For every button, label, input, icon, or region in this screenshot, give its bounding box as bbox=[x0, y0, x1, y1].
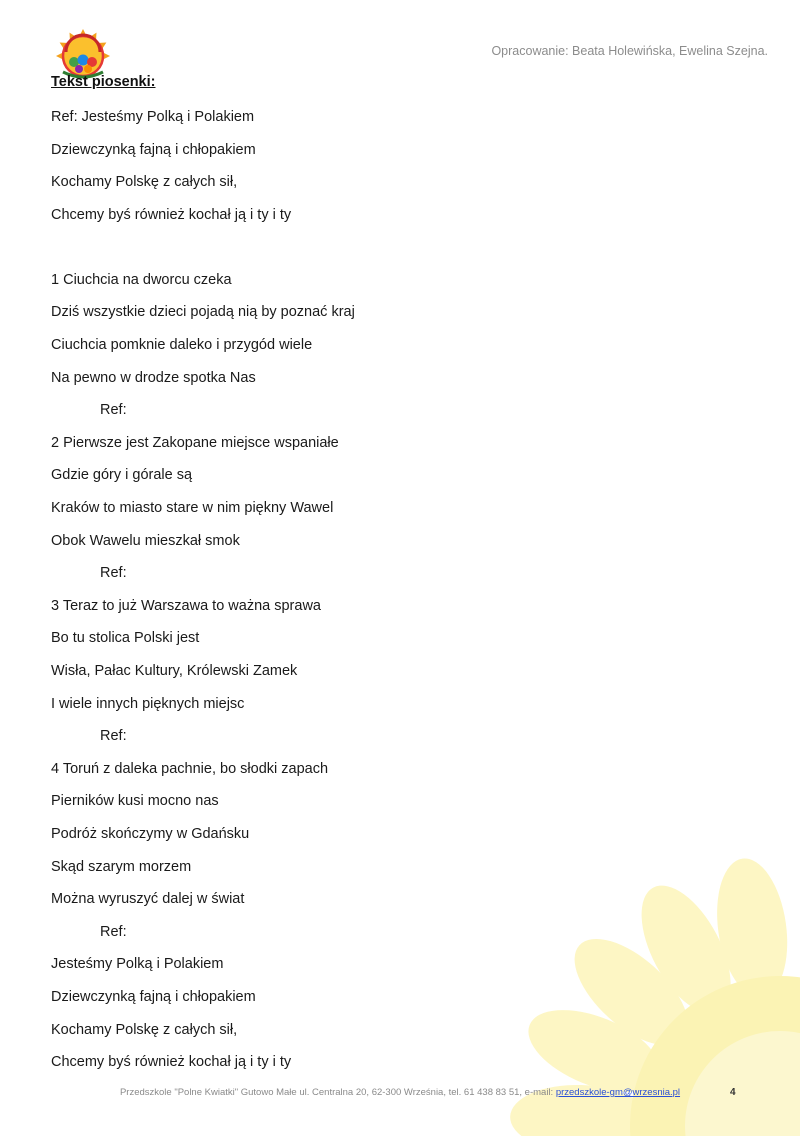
lyric-line: 3 Teraz to już Warszawa to ważna sprawa bbox=[51, 598, 321, 614]
lyric-line: Bo tu stolica Polski jest bbox=[51, 630, 200, 646]
lyric-line: Podróż skończymy w Gdańsku bbox=[51, 826, 250, 842]
lyric-line: Dziewczynką fajną i chłopakiem bbox=[51, 989, 256, 1005]
page-number: 4 bbox=[730, 1087, 736, 1098]
lyric-line: Chcemy byś również kochał ją i ty i ty bbox=[51, 1054, 292, 1070]
lyric-line: Pierników kusi mocno nas bbox=[51, 793, 219, 809]
lyric-line: Na pewno w drodze spotka Nas bbox=[51, 370, 256, 386]
footer-email-link[interactable]: przedszkole-gm@wrzesnia.pl bbox=[555, 1087, 681, 1098]
document-author: Opracowanie: Beata Holewińska, Ewelina Szejna. bbox=[491, 44, 768, 58]
lyric-line: Chcemy byś również kochał ją i ty i ty bbox=[51, 207, 292, 223]
lyric-line: Dziewczynką fajną i chłopakiem bbox=[51, 142, 256, 158]
refrain-marker: Ref: bbox=[100, 924, 127, 940]
refrain-marker: Ref: bbox=[100, 565, 127, 581]
lyric-line: Kochamy Polskę z całych sił, bbox=[51, 174, 238, 190]
lyric-line: Gdzie góry i górale są bbox=[51, 467, 193, 483]
lyric-line: I wiele innych pięknych miejsc bbox=[51, 696, 245, 712]
lyric-line: Skąd szarym morzem bbox=[51, 859, 192, 875]
lyric-line: Można wyruszyć dalej w świat bbox=[51, 891, 245, 907]
refrain-marker: Ref: bbox=[100, 728, 127, 744]
footer-address-text: Przedszkole "Polne Kwiatki" Gutowo Małe ul. Centralna 20, 62-300 Września, tel. 61 438 83 51, e-mail: bbox=[119, 1087, 554, 1098]
lyric-line: Jesteśmy Polką i Polakiem bbox=[51, 956, 224, 972]
lyric-line: 2 Pierwsze jest Zakopane miejsce wspaniałe bbox=[51, 435, 339, 451]
lyric-line: Wisła, Pałac Kultury, Królewski Zamek bbox=[51, 663, 298, 679]
lyric-line: 4 Toruń z daleka pachnie, bo słodki zapach bbox=[51, 761, 329, 777]
lyric-line: Ciuchcia pomknie daleko i przygód wiele bbox=[51, 337, 313, 353]
refrain-marker: Ref: bbox=[100, 402, 127, 418]
lyric-line: Dziś wszystkie dzieci pojadą nią by poznać kraj bbox=[51, 304, 355, 320]
lyric-line: 1 Ciuchcia na dworcu czeka bbox=[51, 272, 232, 288]
page-title: Tekst piosenki: bbox=[51, 74, 156, 90]
lyric-line: Kraków to miasto stare w nim piękny Wawel bbox=[51, 500, 334, 516]
footer-address bbox=[0, 1087, 800, 1098]
lyric-line: Kochamy Polskę z całych sił, bbox=[51, 1022, 238, 1038]
lyric-line: Obok Wawelu mieszkał smok bbox=[51, 533, 240, 549]
lyric-line: Ref: Jesteśmy Polką i Polakiem bbox=[51, 109, 255, 125]
